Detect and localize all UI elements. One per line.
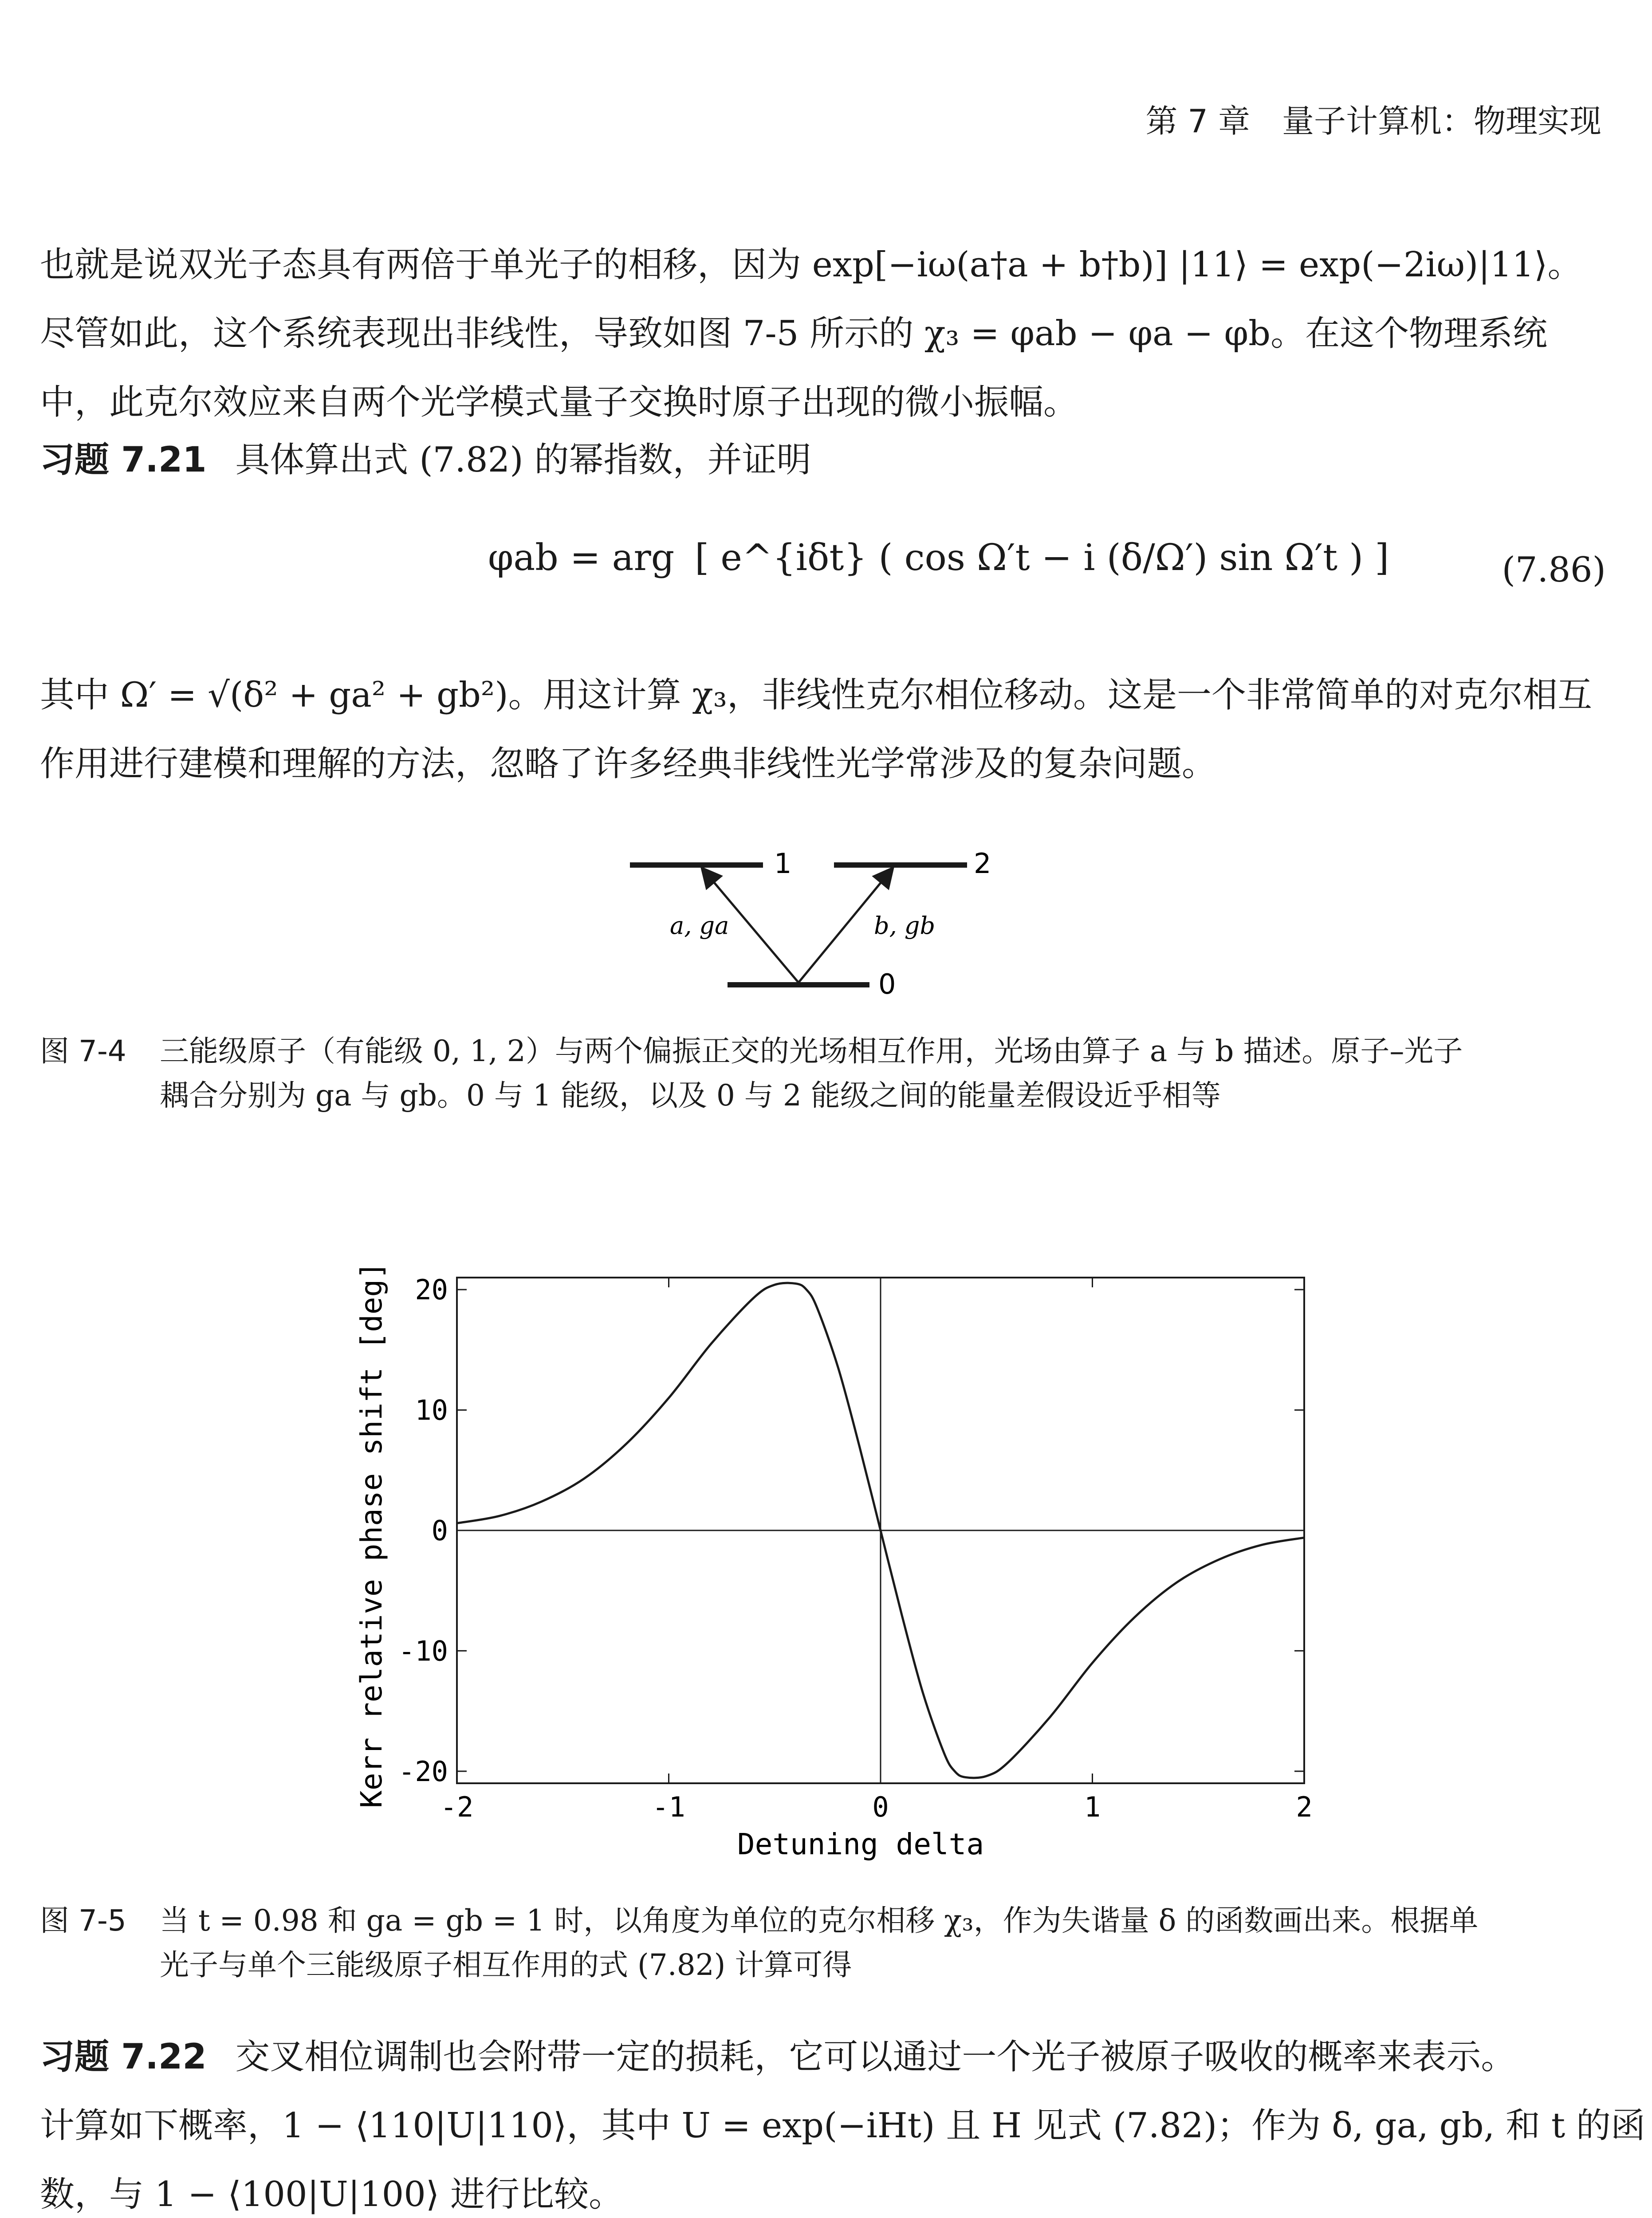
equation-number: (7.86) [1502,550,1606,590]
chart-y-tick-label: 10 [415,1394,448,1427]
chart-y-axis-label: Kerr relative phase shift [deg] [354,1262,389,1808]
caption-line: 三能级原子（有能级 0, 1, 2）与两个偏振正交的光场相互作用，光场由算子 a 与 b 描述。原子–光子 [160,1034,1463,1068]
chart-x-tick-label: 1 [1084,1791,1101,1823]
figure-7-4-caption [40,1029,1606,1118]
caption-label: 图 7-5 [40,1903,126,1938]
paragraph-line: 尽管如此，这个系统表现出非线性，导致如图 7-5 所示的 χ₃ = φab − φa − φb。在这个物理系统 [40,314,1548,354]
caption-label: 图 7-4 [40,1034,126,1068]
arrow-label-b: b, gb [874,912,936,940]
caption-line: 耦合分别为 ga 与 gb。0 与 1 能级，以及 0 与 2 能级之间的能量差假设近乎相等 [160,1078,1221,1113]
caption-line: 当 t = 0.98 和 ga = gb = 1 时，以角度为单位的克尔相移 χ₃，作为失谐量 δ 的函数画出来。根据单 [160,1903,1479,1938]
figure-7-5-caption [40,1899,1606,1987]
paragraph-line: 中，此克尔效应来自两个光学模式量子交换时原子出现的微小振幅。 [40,382,1078,422]
exercise-line: 交叉相位调制也会附带一定的损耗，它可以通过一个光子被原子吸收的概率来表示。 [235,2037,1516,2077]
level-label-0: 0 [878,968,896,1000]
exercise-line: 数，与 1 − ⟨100|U|100⟩ 进行比较。 [40,2175,624,2214]
exercise-label: 习题 7.21 [40,440,207,480]
caption-line: 光子与单个三能级原子相互作用的式 (7.82) 计算可得 [160,1948,852,1982]
exercise-7-21 [40,426,1601,495]
chart-x-axis-label: Detuning delta [737,1827,984,1861]
paragraph-2 [40,661,1601,798]
paragraph-line: 其中 Ω′ = √(δ² + ga² + gb²)。用这计算 χ₃，非线性克尔相位移动。这是一个非常简单的对克尔相互 [40,675,1592,715]
paragraph-line: 也就是说双光子态具有两倍于单光子的相移，因为 exp[−iω(a†a + b†b)] |11⟩ = exp(−2iω)|11⟩。 [40,245,1582,285]
arrow-label-a: a, ga [670,912,729,940]
paragraph-1 [40,231,1601,437]
chart-y-tick-label: 20 [415,1274,448,1306]
equation-body: [ e^{iδt} ( cos Ω′t − i (δ/Ω′) sin Ω′t ) ] [695,537,1389,579]
paragraph-line: 作用进行建模和理解的方法，忽略了许多经典非线性光学常涉及的复杂问题。 [40,744,1217,784]
chart-y-tick-label: 0 [431,1514,448,1547]
level-label-1: 1 [774,847,792,880]
chart-y-tick-label: -20 [398,1755,448,1788]
exercise-label: 习题 7.22 [40,2037,207,2077]
exercise-7-22 [40,2023,1646,2218]
figure-7-5-chart [337,1215,1340,1863]
equation-7-86 [488,537,1606,625]
chart-y-tick-label: -10 [398,1635,448,1667]
chart-x-tick-label: -2 [440,1791,474,1823]
exercise-text: 具体算出式 (7.82) 的幂指数，并证明 [235,440,811,480]
equation-lhs: φab = arg [488,537,675,579]
chart-x-tick-label: -1 [652,1791,685,1823]
exercise-line: 计算如下概率，1 − ⟨110|U|110⟩，其中 U = exp(−iHt) 且 H 见式 (7.82)；作为 δ, ga, gb, 和 t 的函 [40,2106,1646,2146]
chart-x-tick-label: 2 [1296,1791,1313,1823]
running-header: 第 7 章 量子计算机：物理实现 [1145,102,1601,140]
chart-x-tick-label: 0 [872,1791,889,1823]
figure-7-4-diagram [612,825,1029,1011]
level-label-2: 2 [974,847,991,880]
